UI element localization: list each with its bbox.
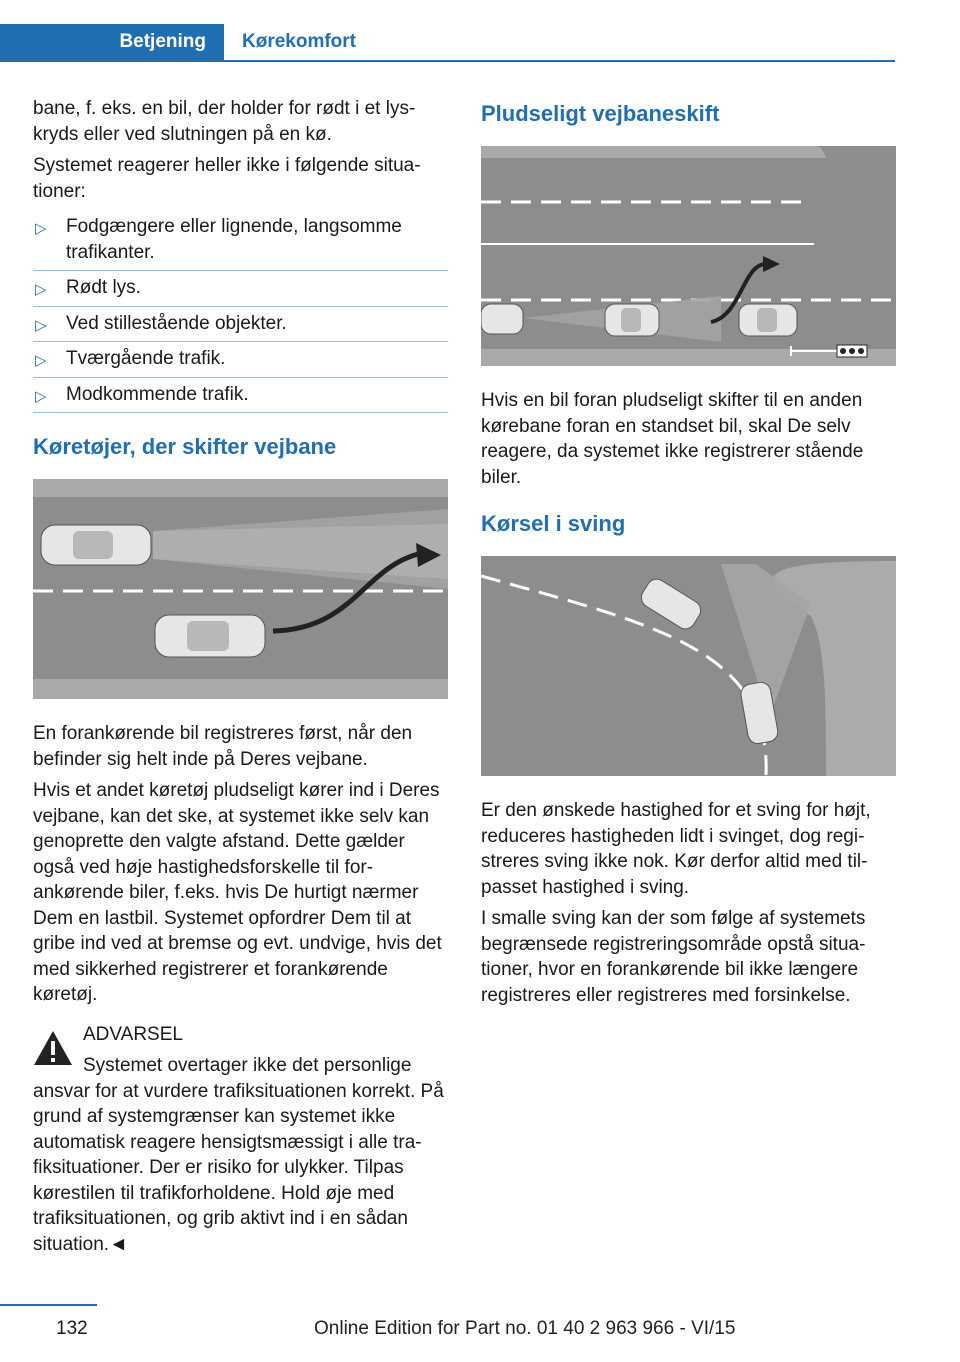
- triangle-right-icon: ▷: [35, 387, 47, 405]
- list-item-text: Ved stillestående objekter.: [66, 312, 287, 334]
- curve-driving-illustration: [481, 556, 896, 776]
- paragraph: I smalle sving kan der som følge af systemets begrænsede registreringsområde opstå situationer, hvor en forankørende bil ikke længere registreres eller registreres med forsinkelse.: [481, 908, 866, 1006]
- list-item: [33, 307, 448, 343]
- left-column: [33, 96, 448, 1263]
- sudden-lane-change-illustration: [481, 146, 896, 366]
- list-item: [33, 271, 448, 307]
- warning-title: ADVARSEL: [83, 1023, 183, 1045]
- list-item: [33, 342, 448, 378]
- car-stopped: [739, 304, 797, 336]
- paragraph: Hvis en bil foran pludseligt skifter til en anden kørebane foran en standset bil, skal De selv reagere, da systemet ikke registrerer stående biler.: [481, 390, 864, 488]
- car-ego: [155, 615, 265, 657]
- section-heading: Pludseligt vejbaneskift: [481, 101, 720, 126]
- triangle-right-icon: ▷: [35, 281, 47, 298]
- warning-triangle-icon: [33, 1030, 73, 1066]
- paragraph: En forankørende bil registreres først, når den befinder sig helt inde på Deres vejbane.: [33, 723, 413, 770]
- page-number: 132: [56, 1318, 88, 1339]
- lane-change-illustration: [33, 479, 448, 699]
- triangle-right-icon: ▷: [35, 352, 47, 369]
- header-divider: [0, 60, 895, 62]
- triangle-right-icon: ▷: [35, 220, 47, 237]
- triangle-right-icon: ▷: [35, 316, 47, 334]
- tab-korekomfort[interactable]: [224, 24, 356, 60]
- warning-text: Systemet overtager ikke det personlige ansvar for at vurdere trafiksituationen korrekt. På grund af systemgrænser kan systemet ikke automatisk reagere hensigtsmæssigt i alle trafiksituationer. Der er risiko for ulykker. Tilpas kørestilen til trafikforholdene. Hold øje med trafiksituationen, og grib aktivt ind i en sådan situation.◄: [33, 1055, 444, 1255]
- section-heading: Kørsel i sving: [481, 511, 626, 536]
- paragraph: Er den ønskede hastighed for et sving for højt, reduceres hastigheden lidt i svinget, dog registreres sving ikke nok. Kør derfor altid med tilpasset hastighed i sving.: [481, 800, 871, 898]
- list-item-text: Modkommende trafik.: [66, 383, 249, 405]
- car-middle: [605, 304, 659, 336]
- car-front: [41, 525, 151, 565]
- list-item-text: Rødt lys.: [66, 277, 141, 298]
- warning-box: [33, 1022, 448, 1258]
- car-ego: [481, 304, 523, 334]
- tab-betjening-label: Betjening: [119, 31, 206, 52]
- right-column: [481, 96, 896, 1014]
- list-item-text: Fodgængere eller lignende, langsomme trafikanter.: [66, 216, 402, 263]
- paragraph: bane, f. eks. en bil, der holder for rødt i et lyskryds eller ved slutningen på en kø.: [33, 98, 416, 145]
- bullet-list: [33, 210, 448, 413]
- paragraph: Hvis et andet køretøj pludseligt kører ind i Deres vejbane, kan det ske, at systemet ikke selv kan genoprette den valgte afstand. Dette gælder også ved høje hastighedsforskelle til forankørende biler, f.eks. hvis De hurtigt nærmer Dem en lastbil. Systemet opfordrer Dem til at gribe ind ved at bremse og evt. undvige, hvis det med sikkerhed registrerer et forankørende køretøj.: [33, 780, 442, 1005]
- list-item: [33, 210, 448, 271]
- list-item: [33, 378, 448, 414]
- list-item-text: Tværgående trafik.: [66, 348, 226, 369]
- edition-text: Online Edition for Part no. 01 40 2 963 966 - VI/15: [314, 1318, 736, 1339]
- footer-divider: [0, 1304, 97, 1306]
- tab-korekomfort-label: Kørekomfort: [242, 31, 357, 52]
- paragraph: Systemet reagerer heller ikke i følgende situationer:: [33, 155, 421, 202]
- tab-betjening[interactable]: [0, 24, 224, 60]
- section-heading: Køretøjer, der skifter vejbane: [33, 434, 337, 459]
